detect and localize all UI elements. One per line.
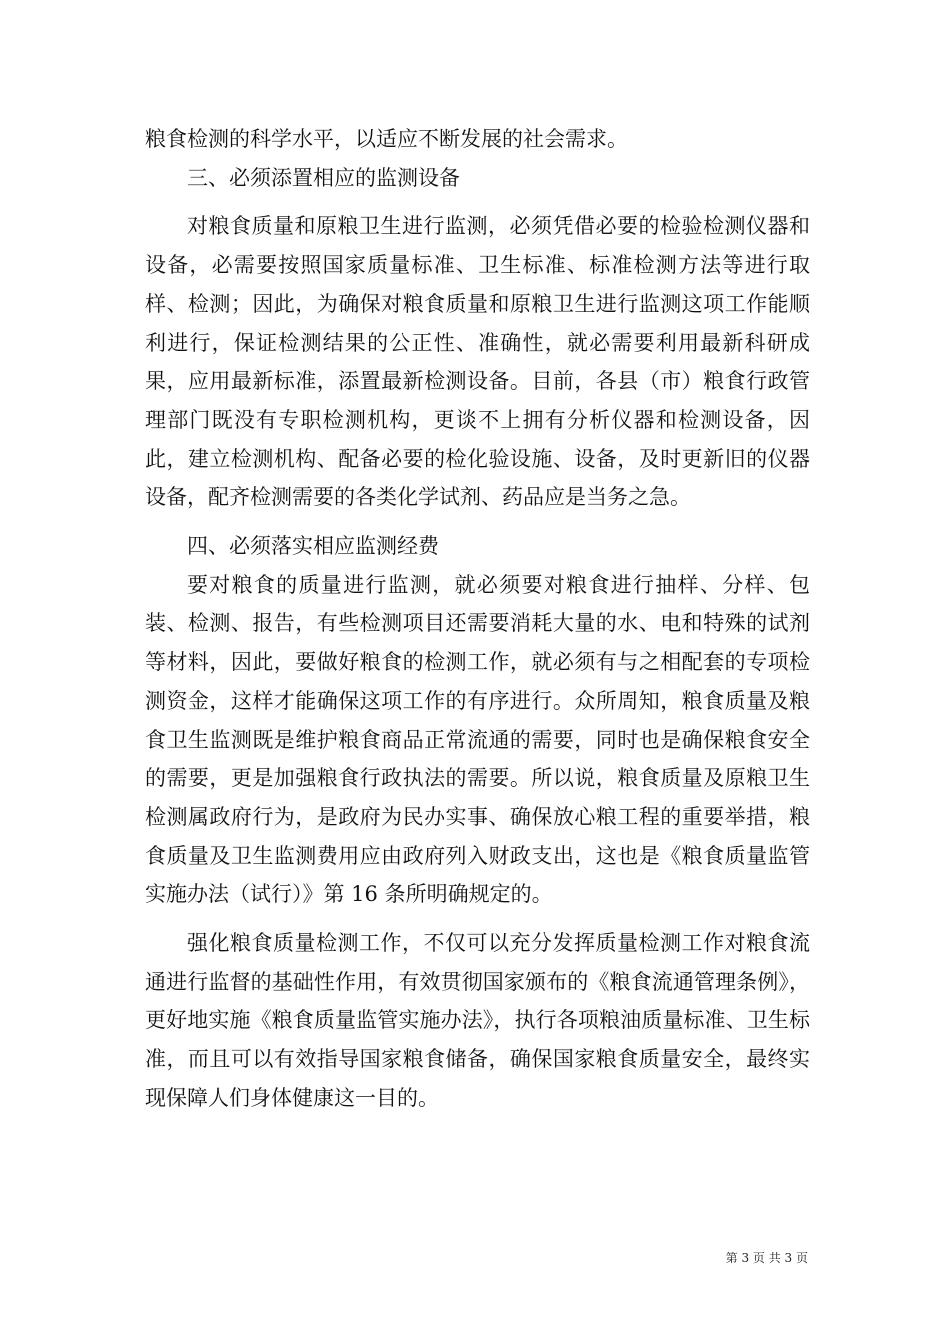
section-heading-3: 三、必须添置相应的监测设备: [187, 165, 460, 190]
page-number: 第 3 页 共 3 页: [725, 1251, 808, 1265]
paragraph-equipment: 对粮食质量和原粮卫生进行监测，必须凭借必要的检验检测仪器和设备，必需要按照国家质量标准、卫生标准、标准检测方法等进行取样、检测；因此，为确保对粮食质量和原粮卫生进行监测这项工作能顺利进行，保证检测结果的公正性、准确性，就必需要利用最新科研成果，应用最新标准，添置最新检测设备。目前，各县（市）粮食行政管理部门既没有专职检测机构，更谈不上拥有分析仪器和检测设备，因此，建立检测机构、配备必要的检化验设施、设备，及时更新旧的仪器设备，配齐检测需要的各类化学试剂、药品应是当务之急。: [145, 214, 810, 510]
paragraph-funding: 要对粮食的质量进行监测，就必须要对粮食进行抽样、分样、包装、检测、报告，有些检测项目还需要消耗大量的水、电和特殊的试剂等材料，因此，要做好粮食的检测工作，就必须有与之相配套的专项检测资金，这样才能确保这项工作的有序进行。众所周知，粮食质量及粮食卫生监测既是维护粮食商品正常流通的需要，同时也是确保粮食安全的需要，更是加强粮食行政执法的需要。所以说，粮食质量及原粮卫生检测属政府行为，是政府为民办实事、确保放心粮工程的重要举措，粮食质量及卫生监测费用应由政府列入财政支出，这也是《粮食质量监管实施办法（试行）》第 16 条所明确规定的。: [145, 572, 810, 907]
body-text: [145, 120, 810, 1118]
paragraph-continuation: 粮食检测的科学水平，以适应不断发展的社会需求。: [145, 127, 628, 151]
paragraph-conclusion: 强化粮食质量检测工作，不仅可以充分发挥质量检测工作对粮食流通进行监督的基础性作用，有效贯彻国家颁布的《粮食流通管理条例》，更好地实施《粮食质量监管实施办法》，执行各项粮油质量标准、卫生标准，而且可以有效指导国家粮食储备，确保国家粮食质量安全，最终实现保障人们身体健康这一目的。: [145, 931, 810, 1110]
section-heading-4: 四、必须落实相应监测经费: [187, 534, 439, 559]
